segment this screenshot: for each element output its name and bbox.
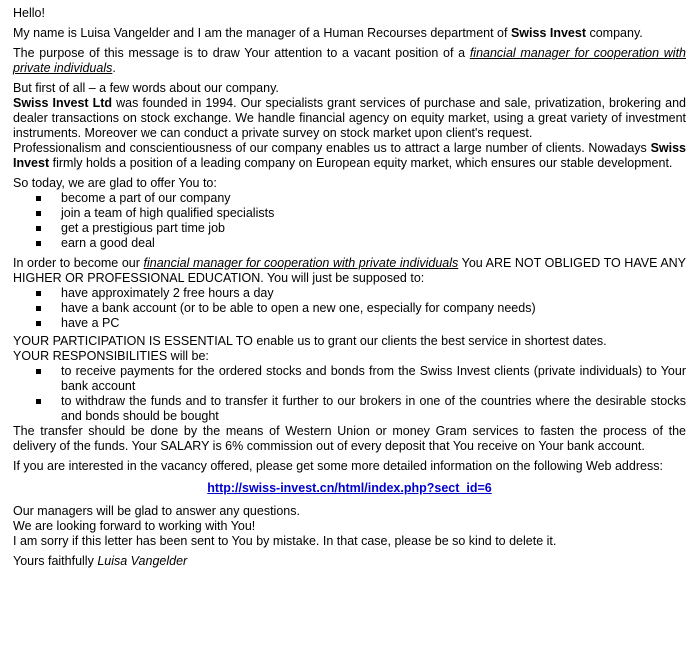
closing-line-3: I am sorry if this letter has been sent to You by mistake. In that case, please be so kind to delete it. [13,534,557,548]
bullet-icon [36,241,41,246]
about-founded-paragraph [13,96,686,141]
bullet-icon [36,196,41,201]
bullet-icon [36,399,41,404]
about-lead: But first of all – a few words about our company. [13,81,279,95]
website-link[interactable]: http://swiss-invest.cn/html/index.php?sect_id=6 [207,481,492,495]
purpose-text: The purpose of this message is to draw Your attention to a vacant position of a [13,46,470,60]
intro-paragraph [13,26,686,41]
bullet-icon [36,369,41,374]
list-item: to withdraw the funds and to transfer it further to our brokers in one of the countries where the desirable stocks and bonds should be bought [13,394,686,424]
requirements-paragraph [13,256,686,286]
list-item: become a part of our company [13,191,686,206]
bullet-icon [36,321,41,326]
company-name: Swiss Invest [510,26,586,40]
signature-text: Yours faithfully [13,554,98,568]
list-item: get a prestigious part time job [13,221,686,236]
list-item: have approximately 2 free hours a day [13,286,686,301]
company-name: Swiss Invest [13,141,686,170]
responsibilities-list [13,364,686,424]
participation-paragraph: YOUR PARTICIPATION IS ESSENTIAL TO enable us to grant our clients the best service in shortest dates. [13,334,607,348]
offer-lead: So today, we are glad to offer You to: [13,176,217,190]
founded-text: was founded in 1994. Our specialists grant services of purchase and sale, privatization, brokering and dealer transactions on stock exchange. We handle financial agency on equity market, using a great variety of investment instruments. Moreover we can conduct a private survey on stock market upon client's request. [13,96,686,140]
position-title: financial manager for cooperation with private individuals [143,256,459,270]
list-item: join a team of high qualified specialists [13,206,686,221]
offer-list [13,191,686,251]
company-name-full: Swiss Invest Ltd [13,96,113,110]
signature [13,554,686,569]
interest-paragraph: If you are interested in the vacancy offered, please get some more detailed information on the following Web address: [13,459,663,473]
bullet-icon [36,226,41,231]
purpose-text-end: . [112,61,116,75]
requirements-text: In order to become our [13,256,144,270]
prof-text-end: firmly holds a position of a leading company on European equity market, which ensures our stable development. [49,156,673,170]
bullet-icon [36,306,41,311]
greeting: Hello! [13,6,45,20]
bullet-icon [36,291,41,296]
prof-text: Professionalism and conscientiousness of our company enables us to attract a large number of clients. Nowadays [13,141,651,155]
responsibilities-lead: YOUR RESPONSIBILITIES will be: [13,349,209,363]
intro-text: My name is Luisa Vangelder and I am the manager of a Human Recourses department of [13,26,511,40]
bullet-icon [36,211,41,216]
url-line [13,481,686,496]
position-title: financial manager for cooperation with private individuals [13,46,686,75]
list-item: have a bank account (or to be able to open a new one, especially for company needs) [13,301,686,316]
list-item: to receive payments for the ordered stocks and bonds from the Swiss Invest clients (private individuals) to Your bank account [13,364,686,394]
professionalism-paragraph [13,141,686,171]
requirements-list [13,286,686,331]
purpose-paragraph [13,46,686,76]
list-item: have a PC [13,316,686,331]
closing-line-1: Our managers will be glad to answer any questions. [13,504,300,518]
intro-text-end: company. [586,26,643,40]
closing-line-2: We are looking forward to working with You! [13,519,256,533]
transfer-paragraph: The transfer should be done by the means of Western Union or money Gram services to fasten the process of the delivery of the funds. Your SALARY is 6% commission out of every deposit that You receive on Your bank account. [13,424,686,453]
requirements-text-end: You ARE NOT OBLIGED TO HAVE ANY HIGHER OR PROFESSIONAL EDUCATION. You will just be supposed to: [13,256,687,285]
signature-name: Luisa Vangelder [97,554,188,568]
list-item: earn a good deal [13,236,686,251]
